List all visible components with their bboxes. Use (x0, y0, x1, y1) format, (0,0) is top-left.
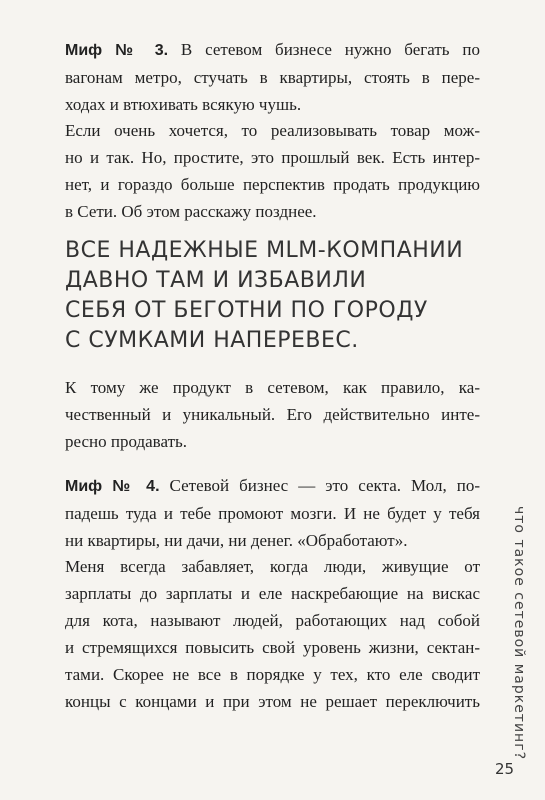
text-line: концы с концами и при этом не решает переключить (65, 692, 480, 711)
quote-line: СЕБЯ ОТ БЕГОТНИ ПО ГОРОДУ (65, 298, 428, 323)
myth-4-label: Миф № 4. (65, 478, 160, 495)
text-line: и стремящихся повысить свой уровень жизни, сектан- (65, 638, 480, 657)
text-line: нет, и гораздо больше перспектив продать продукцию (65, 175, 480, 194)
text-line: ресно продавать. (65, 432, 188, 451)
myth-3-paragraph (65, 36, 480, 118)
pull-quote (65, 236, 485, 356)
myth-4-paragraph (65, 472, 480, 554)
text-line: зарплаты до зарплаты и еле наскребающие на вискас (65, 584, 480, 603)
running-chapter-title: что такое сетевой маркетинг? (511, 506, 527, 760)
text-line: тами. Скорее не все в порядке у тех, кто еле сводит (65, 665, 480, 684)
text-line: для кота, называют людей, работающих над собой (65, 611, 480, 630)
body-paragraph (65, 117, 480, 225)
text-line: ходах и втюхивать всякую чушь. (65, 95, 302, 114)
text-line: ни квартиры, ни дачи, ни денег. «Обработают». (65, 531, 408, 550)
text-line: но и так. Но, простите, это прошлый век. Есть интер- (65, 148, 480, 167)
quote-line: ДАВНО ТАМ И ИЗБАВИЛИ (65, 268, 367, 293)
text-line: Миф № 4. Сетевой бизнес — это секта. Мол, по- (65, 476, 480, 495)
text-line: чественный и уникальный. Его действительно инте- (65, 405, 480, 424)
text-line: Миф № 3. В сетевом бизнесе нужно бегать по (65, 40, 480, 59)
body-paragraph (65, 553, 480, 715)
text-line: Меня всегда забавляет, когда люди, живущие от (65, 557, 480, 576)
text-line: падешь туда и тебе промоют мозги. И не будет у тебя (65, 504, 480, 523)
page-number: 25 (495, 760, 515, 778)
quote-line: ВСЕ НАДЕЖНЫЕ MLM-КОМПАНИИ (65, 238, 464, 263)
myth-3-label: Миф № 3. (65, 42, 169, 59)
text-line: К тому же продукт в сетевом, как правило, ка- (65, 378, 480, 397)
quote-line: С СУМКАМИ НАПЕРЕВЕС. (65, 328, 359, 353)
text-line: в Сети. Об этом расскажу позднее. (65, 202, 317, 221)
text-line: вагонам метро, стучать в квартиры, стоять в пере- (65, 68, 480, 87)
body-paragraph (65, 374, 480, 455)
text-line: Если очень хочется, то реализовывать товар мож- (65, 121, 480, 140)
